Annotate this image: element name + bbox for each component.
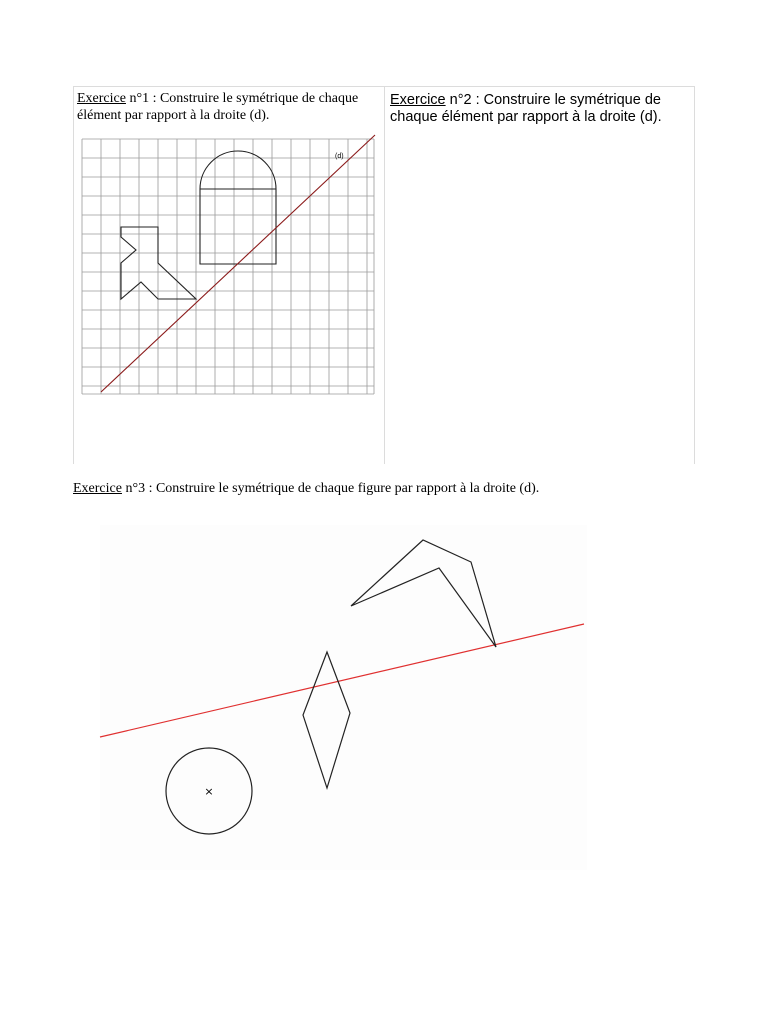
exercise1-axis-label: (d) [335,153,344,160]
exercise2-text: n°2 : Construire le symétrique de chaque élément par rapport à la droite (d). [390,92,662,125]
exercise3-figure [95,522,595,872]
bird-shape [121,227,196,299]
table-cell-divider [384,86,385,464]
exercise1-word: Exercice [77,91,126,106]
chevron-shape [351,540,496,647]
exercise3-instruction [73,480,693,497]
exercise1-figure [78,132,378,398]
exercise1-axis-line [101,135,375,392]
exercise1-text: n°1 : Construire le symétrique de chaque élément par rapport à la droite (d). [77,91,359,123]
exercise2-instruction [390,92,690,126]
exercise3-axis-line [100,624,584,737]
exercise3-text: n°3 : Construire le symétrique de chaque figure par rapport à la droite (d). [121,481,540,496]
exercise1-instruction [77,90,377,124]
rhombus-shape [303,652,350,788]
house-shape [200,151,276,264]
circle-center-mark: × [204,785,214,798]
exercise2-word: Exercice [390,92,446,108]
exercise3-word: Exercice [73,481,122,496]
